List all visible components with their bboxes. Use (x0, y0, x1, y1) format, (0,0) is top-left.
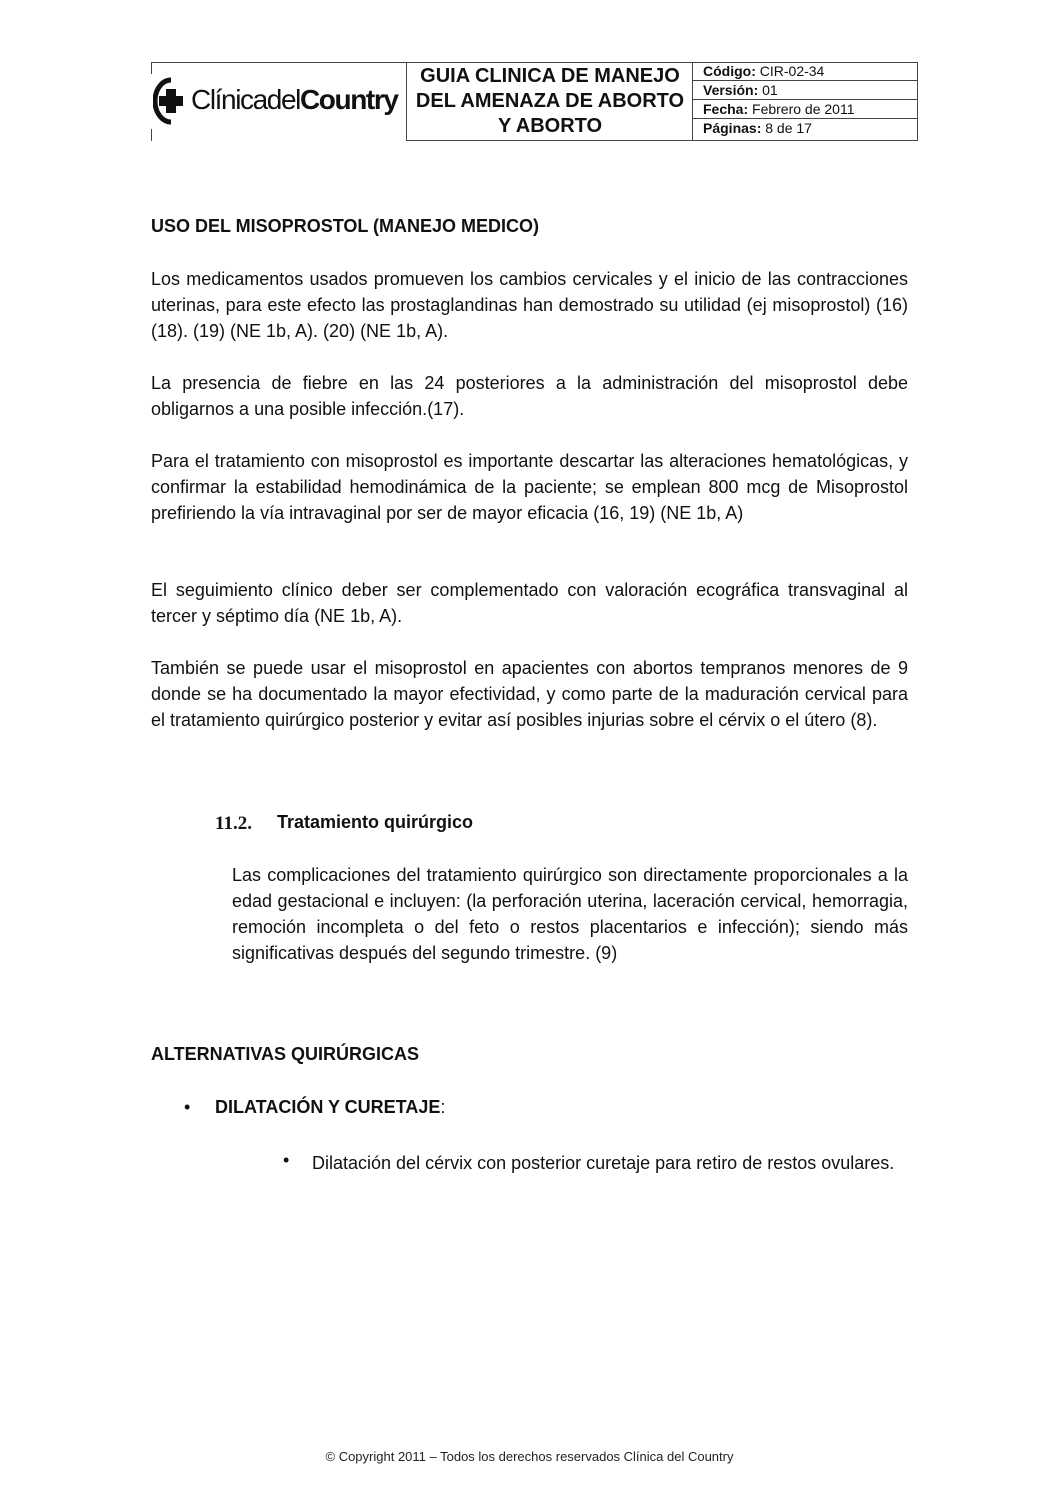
paragraph: Para el tratamiento con misoprostol es importante descartar las alteraciones hematológicas, y confirmar la estabilidad hemodinámica de la paciente; se emplean 800 mcg de Misoprostol prefiriendo la vía intravaginal por ser de mayor eficacia (16, 19) (NE 1b, A) (151, 451, 908, 523)
document-header (151, 62, 918, 141)
meta-label: Páginas: (703, 120, 762, 136)
section-heading-misoprostol: USO DEL MISOPROSTOL (MANEJO MEDICO) (151, 216, 540, 236)
list-item: Dilatación del cérvix con posterior curetaje para retiro de restos ovulares. (312, 1153, 895, 1173)
header-border-right (917, 62, 918, 141)
meta-code (693, 62, 917, 81)
clinic-logo (153, 76, 403, 128)
cross-logo-icon (153, 76, 189, 126)
bullet-icon: • (184, 1097, 191, 1117)
paragraph: El seguimiento clínico deber ser complementado con valoración ecográfica transvaginal al tercer y séptimo día (NE 1b, A). (151, 580, 908, 626)
meta-version (693, 81, 917, 100)
document-meta-table (693, 62, 917, 141)
meta-value: 8 de 17 (761, 120, 812, 136)
logo-text-del: del (266, 84, 300, 115)
header-divider (406, 62, 407, 141)
paragraph: También se puede usar el misoprostol en apacientes con abortos tempranos menores de 9 donde se ha documentado la mayor efectividad, y como parte de la maduración cervical para el tratamiento quirúrgico posterior y evitar así posibles injurias sobre el cérvix o el útero (8). (151, 658, 908, 730)
meta-label: Código: (703, 63, 756, 79)
list-item-title: DILATACIÓN Y CURETAJE (215, 1097, 441, 1117)
copyright-footer: © Copyright 2011 – Todos los derechos reservados Clínica del Country (325, 1449, 734, 1464)
meta-label: Fecha: (703, 101, 749, 117)
meta-value: CIR-02-34 (755, 63, 825, 79)
header-border-left-tick (151, 129, 152, 141)
meta-date (693, 100, 917, 119)
meta-pages (693, 119, 917, 139)
logo-text-clinica: Clínica (191, 84, 267, 115)
meta-value: Febrero de 2011 (748, 101, 855, 117)
section-heading-alternatives: ALTERNATIVAS QUIRÚRGICAS (151, 1044, 419, 1064)
section-title-surgical: Tratamiento quirúrgico (277, 812, 474, 832)
list-item (215, 1097, 445, 1118)
section-number: 11.2. (215, 813, 252, 834)
document-title: GUIA CLINICA DE MANEJO DEL AMENAZA DE ABORTO Y ABORTO (415, 65, 685, 137)
clinic-logo-text (191, 84, 398, 116)
meta-value: 01 (758, 82, 778, 98)
paragraph: Los medicamentos usados promueven los cambios cervicales y el inicio de las contracciones uterinas, para este efecto las prostaglandinas han demostrado su utilidad (ej misoprostol) (16) (18). (19) (NE 1b, A). (20) (NE 1b, A). (151, 269, 908, 341)
bullet-icon: • (283, 1150, 290, 1170)
meta-label: Versión: (703, 82, 759, 98)
list-item-suffix: : (440, 1097, 446, 1117)
header-border-left (151, 62, 152, 74)
paragraph: La presencia de fiebre en las 24 posteriores a la administración del misoprostol debe obligarnos a una posible infección.(17). (151, 373, 908, 419)
paragraph: Las complicaciones del tratamiento quirúrgico son directamente proporcionales a la edad gestacional e incluyen: (la perforación uterina, laceración cervical, hemorragia, remoción incompleta o del feto o restos placentarios e infección); siendo más significativas después del segundo trimestre. (9) (232, 865, 908, 963)
logo-text-country: Country (299, 84, 398, 115)
